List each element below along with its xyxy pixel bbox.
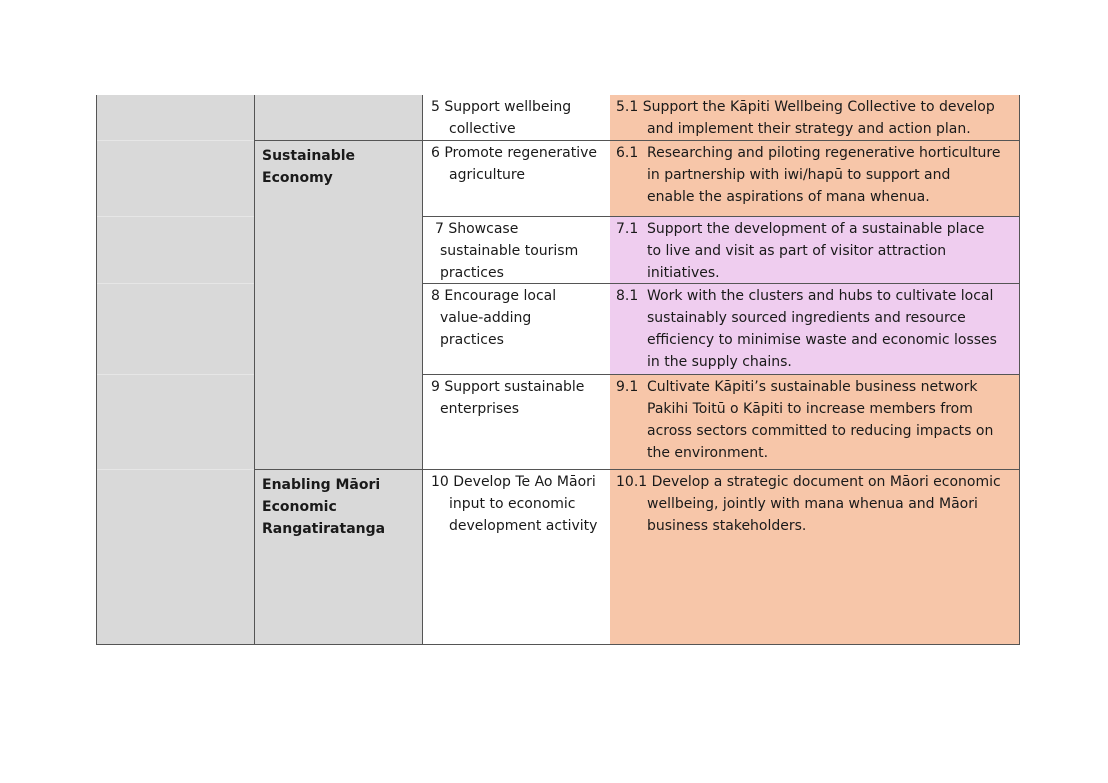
theme-line: Economic (262, 499, 337, 515)
theme-line: Rangatiratanga (262, 521, 386, 537)
objective-line: 7 Showcase (435, 221, 519, 237)
objective-line: practices (440, 332, 504, 348)
action-line (610, 142, 1019, 164)
theme-sustainable-economy (255, 141, 422, 189)
theme-line: Sustainable (262, 148, 356, 164)
action-text: Support the Kāpiti Wellbeing Collective to develop (642, 99, 995, 115)
objective-cell (423, 470, 610, 644)
action-line (610, 285, 1019, 307)
objective-line: 5 Support wellbeing (431, 99, 572, 115)
strategy-table (96, 95, 1020, 645)
action-cell (610, 141, 1019, 216)
objective-cell (423, 284, 610, 374)
action-text: Support the development of a sustainable place (647, 221, 985, 237)
row-divider (97, 283, 254, 284)
pillar-column (96, 95, 254, 645)
theme-enabling-maori (255, 470, 422, 540)
action-line: wellbeing, jointly with mana whenua and Māori (647, 496, 978, 512)
objective-cell (423, 375, 610, 469)
action-number: 6.1 (616, 145, 639, 161)
objective-cell (423, 95, 610, 140)
objective-line: 6 Promote regenerative (431, 145, 597, 161)
objective-cell (423, 141, 610, 216)
table-row (422, 284, 1020, 375)
objective-line: sustainable tourism (440, 243, 579, 259)
action-line: Pakihi Toitū o Kāpiti to increase members from (647, 401, 973, 417)
table-row (422, 217, 1020, 284)
action-line: and implement their strategy and action plan. (647, 121, 971, 137)
objective-line: collective (449, 121, 516, 137)
action-number: 7.1 (616, 221, 639, 237)
objective-line: 10 Develop Te Ao Māori (431, 474, 596, 490)
objective-line: enterprises (440, 401, 520, 417)
table-row (422, 470, 1020, 645)
action-cell (610, 284, 1019, 374)
action-text: Develop a strategic document on Māori economic (651, 474, 1001, 490)
objective-line: input to economic (449, 496, 576, 512)
action-number: 9.1 (616, 379, 639, 395)
objective-line: 8 Encourage local (431, 288, 557, 304)
action-text: Researching and piloting regenerative horticulture (647, 145, 1001, 161)
table-row (422, 141, 1020, 217)
theme-column (254, 95, 422, 645)
action-line: in the supply chains. (647, 354, 792, 370)
table-row (422, 95, 1020, 141)
action-number: 8.1 (616, 288, 639, 304)
action-line (610, 376, 1019, 398)
objective-line: agriculture (449, 167, 525, 183)
row-divider (97, 140, 254, 141)
action-cell (610, 217, 1019, 283)
row-divider (97, 469, 254, 470)
row-divider (97, 374, 254, 375)
theme-line: Enabling Māori (262, 477, 381, 493)
action-line: initiatives. (647, 265, 720, 281)
action-cell (610, 95, 1019, 140)
objective-line: development activity (449, 518, 598, 534)
action-line (610, 218, 1019, 240)
action-line: the environment. (647, 445, 769, 461)
objective-line: value-adding (440, 310, 532, 326)
action-line (610, 96, 1019, 118)
theme-line: Economy (262, 170, 333, 186)
action-line: efficiency to minimise waste and economic losses (647, 332, 997, 348)
action-line: across sectors committed to reducing impacts on (647, 423, 994, 439)
action-line: enable the aspirations of mana whenua. (647, 189, 930, 205)
row-divider (97, 216, 254, 217)
action-cell (610, 470, 1019, 644)
action-line: in partnership with iwi/hapū to support and (647, 167, 951, 183)
objective-line: practices (440, 265, 504, 281)
action-text: Work with the clusters and hubs to cultivate local (647, 288, 994, 304)
action-text: Cultivate Kāpiti’s sustainable business network (647, 379, 978, 395)
action-line: business stakeholders. (647, 518, 807, 534)
action-line: sustainably sourced ingredients and resource (647, 310, 966, 326)
action-line: to live and visit as part of visitor attraction (647, 243, 947, 259)
action-cell (610, 375, 1019, 469)
action-number: 5.1 (616, 99, 639, 115)
table-row (422, 375, 1020, 470)
action-number: 10.1 (616, 474, 648, 490)
action-line (610, 471, 1019, 493)
objective-cell (423, 217, 610, 283)
objective-line: 9 Support sustainable (431, 379, 585, 395)
